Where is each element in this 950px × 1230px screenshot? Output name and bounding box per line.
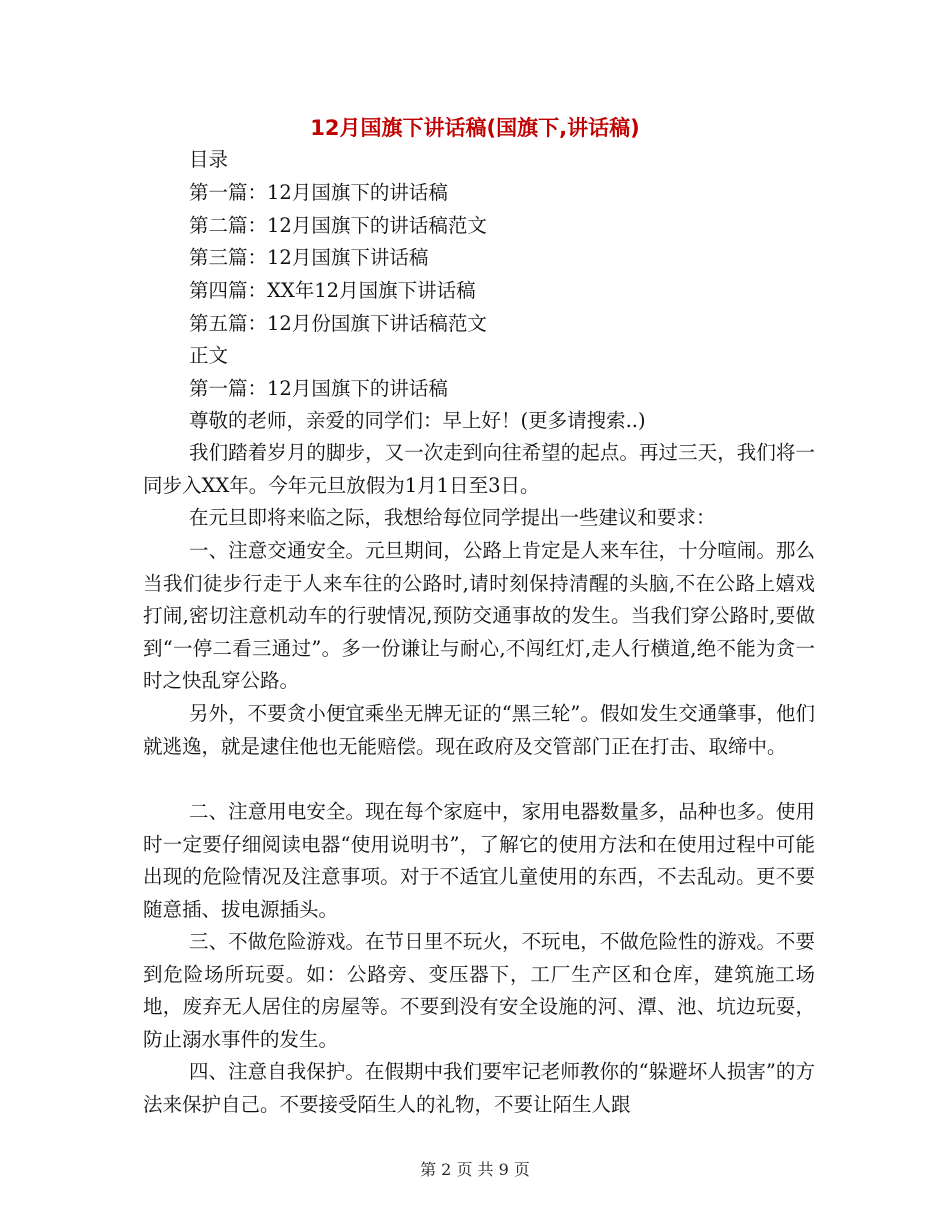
greeting: 尊敬的老师，亲爱的同学们：早上好！(更多请搜索..) bbox=[189, 409, 646, 432]
toc-item: 第三篇：12月国旗下讲话稿 bbox=[189, 246, 429, 269]
page-footer: 第 2 页 共 9 页 bbox=[420, 1160, 530, 1179]
paragraph: 二、注意用电安全。现在每个家庭中，家用电器数量多，品种也多。使用时一定要仔细阅读电器“使用说明书”，了解它的使用方法和在使用过程中可能出现的危险情况及注意事项。对于不适宜儿童使用的东西，不去乱动。更不要随意插、拔电源插头。 bbox=[143, 800, 815, 921]
toc-item: 第二篇：12月国旗下的讲话稿范文 bbox=[189, 214, 487, 237]
toc-heading: 目录 bbox=[189, 148, 229, 171]
document-title: 12月国旗下讲话稿(国旗下,讲话稿) bbox=[310, 116, 640, 140]
paragraph: 在元旦即将来临之际，我想给每位同学提出一些建议和要求： bbox=[189, 506, 716, 529]
toc-item: 第一篇：12月国旗下的讲话稿 bbox=[189, 181, 448, 204]
toc-item: 第五篇：12月份国旗下讲话稿范文 bbox=[189, 312, 487, 335]
paragraph: 四、注意自我保护。在假期中我们要牢记老师教你的“躲避坏人损害”的方法来保护自己。不要接受陌生人的礼物，不要让陌生人跟 bbox=[143, 1060, 815, 1116]
paragraph: 另外，不要贪小便宜乘坐无牌无证的“黑三轮”。假如发生交通肇事，他们就逃逸，就是逮住他也无能赔偿。现在政府及交管部门正在打击、取缔中。 bbox=[143, 702, 815, 758]
body-heading: 正文 bbox=[189, 344, 229, 367]
paragraph: 三、不做危险游戏。在节日里不玩火，不玩电，不做危险性的游戏。不要到危险场所玩耍。如：公路旁、变压器下，工厂生产区和仓库，建筑施工场地，废弃无人居住的房屋等。不要到没有安全设施的河、潭、池、坑边玩耍，防止溺水事件的发生。 bbox=[143, 930, 815, 1051]
paragraph: 一、注意交通安全。元旦期间，公路上肯定是人来车往，十分喧闹。那么当我们徒步行走于人来车往的公路时,请时刻保持清醒的头脑,不在公路上嬉戏打闹,密切注意机动车的行驶情况,预防交通事故的发生。当我们穿公路时,要做到“一停二看三通过”。多一份谦让与耐心,不闯红灯,走人行横道,绝不能为贪一时之快乱穿公路。 bbox=[143, 539, 815, 692]
toc-item: 第四篇：XX年12月国旗下讲话稿 bbox=[189, 279, 476, 302]
section-title: 第一篇：12月国旗下的讲话稿 bbox=[189, 377, 448, 400]
paragraph: 我们踏着岁月的脚步，又一次走到向往希望的起点。再过三天，我们将一同步入XX年。今年元旦放假为1月1日至3日。 bbox=[143, 441, 815, 497]
